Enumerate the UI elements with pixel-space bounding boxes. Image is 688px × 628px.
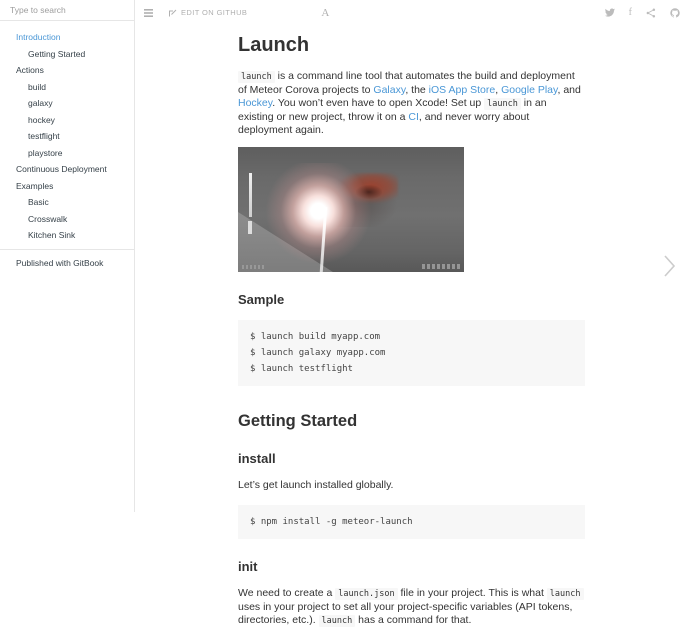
sidebar-item-hockey[interactable]: hockey: [28, 114, 55, 125]
inline-link[interactable]: Hockey: [238, 97, 273, 109]
text-run: . You won’t even have to open Xcode! Set up: [272, 97, 485, 109]
install-paragraph: Let’s get launch installed globally.: [238, 479, 394, 491]
inline-code: launch: [319, 615, 356, 627]
sidebar-item-getting-started[interactable]: Getting Started: [28, 48, 86, 59]
timestamp-mark: [242, 265, 264, 269]
inline-link[interactable]: Google Play: [501, 84, 558, 96]
text-run: , the: [405, 84, 429, 96]
getting-started-heading: Getting Started: [238, 412, 358, 430]
gitbook-footer-link[interactable]: Published with GitBook: [0, 249, 134, 276]
inline-link[interactable]: iOS App Store: [428, 84, 496, 96]
code-line: $ npm install -g meteor-launch: [250, 517, 413, 527]
text-run: file in your project. This is what: [397, 587, 547, 599]
sidebar-item-testflight[interactable]: testflight: [28, 131, 60, 141]
inline-code: launch: [484, 98, 521, 110]
sidebar-item-kitchen-sink[interactable]: Kitchen Sink: [28, 230, 76, 240]
pole-base: [248, 221, 252, 234]
sidebar-item-build[interactable]: build: [28, 81, 46, 92]
facebook-icon[interactable]: f: [628, 7, 632, 18]
text-run: ,: [495, 84, 502, 96]
sidebar-item-introduction[interactable]: Introduction: [16, 32, 61, 42]
edit-on-github-link[interactable]: [169, 8, 247, 17]
main-area: [136, 0, 688, 626]
inline-link[interactable]: Galaxy: [373, 84, 406, 96]
sidebar-nav: [0, 21, 134, 244]
sidebar-item-basic[interactable]: Basic: [28, 197, 49, 207]
share-icon[interactable]: [646, 8, 656, 18]
share-buttons: [605, 0, 680, 25]
pencil-icon: [169, 9, 177, 17]
sidebar-item-continuous-deployment[interactable]: Continuous Deployment: [16, 164, 107, 174]
search-box: [0, 0, 134, 21]
rocket-launch-image: [238, 147, 464, 272]
twitter-icon[interactable]: [605, 8, 615, 17]
sidebar-item-actions[interactable]: Actions: [16, 65, 44, 75]
inline-code: launch: [547, 588, 584, 600]
install-code-block: [238, 505, 585, 539]
page-content: [238, 25, 585, 628]
sidebar: [0, 0, 135, 512]
code-line: $ launch galaxy myapp.com: [250, 348, 386, 358]
intro-paragraph: [238, 70, 585, 137]
install-heading: install: [238, 451, 276, 466]
text-run: in an existing or new project, throw it on a: [238, 97, 547, 123]
text-run: , and: [557, 84, 581, 96]
github-icon[interactable]: [670, 8, 680, 18]
code-line: $ launch testflight: [250, 364, 353, 374]
sidebar-item-playstore[interactable]: playstore: [28, 147, 63, 158]
text-run: is a command line tool that automates the build and deployment of Meteor Corova projects to: [238, 70, 575, 96]
toolbar: [136, 0, 688, 25]
sidebar-item-galaxy[interactable]: galaxy: [28, 98, 53, 108]
page-title: Launch: [238, 34, 310, 56]
watermark: [422, 264, 460, 269]
init-paragraph: [238, 587, 585, 628]
text-run: uses in your project to set all your project-specific variables (API tokens, directories, etc.).: [238, 601, 573, 626]
init-heading: init: [238, 559, 258, 574]
sidebar-item-examples[interactable]: Examples: [16, 180, 54, 191]
code-line: $ launch build myapp.com: [250, 332, 381, 342]
inline-code: launch: [238, 71, 275, 83]
pole: [249, 173, 252, 217]
sample-code-block: [238, 320, 585, 386]
text-run: has a command for that.: [355, 614, 472, 626]
chevron-right-icon: [663, 266, 676, 283]
inline-code: launch.json: [335, 588, 397, 600]
font-settings-icon[interactable]: A: [321, 6, 330, 19]
text-run: , and never worry about deployment again.: [238, 111, 530, 136]
text-run: We need to create a: [238, 587, 336, 599]
sample-heading: Sample: [238, 292, 285, 307]
edit-on-github-label: EDIT ON GITHUB: [181, 8, 248, 17]
menu-icon[interactable]: [144, 9, 153, 17]
sidebar-item-crosswalk[interactable]: Crosswalk: [28, 213, 68, 224]
inline-link[interactable]: CI: [408, 111, 419, 123]
next-page-button[interactable]: [663, 253, 676, 284]
search-input[interactable]: [0, 5, 134, 15]
